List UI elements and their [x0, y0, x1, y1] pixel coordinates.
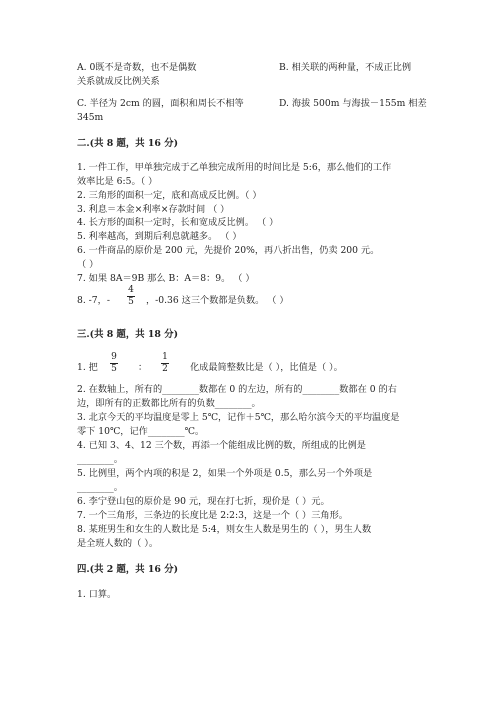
- fraction-numerator: 9: [111, 352, 117, 362]
- s3-question-3-line2: 零下 10℃，记作________℃。: [77, 426, 205, 437]
- s2-question-8-fraction: [126, 285, 136, 308]
- option-a: A. 0既不是奇数，也不是偶数: [77, 62, 197, 73]
- s3-question-8-line2: 是全班人数的（ ）。: [77, 538, 159, 549]
- section-title-2: 二.(共 8 题，共 16 分): [77, 138, 179, 149]
- s3-question-7: 7. 一个三角形，三条边的长度比是 2:2:3，这是一个（ ）三角形。: [77, 510, 348, 521]
- s3-question-2-line2: 边，即所有的正数都比所有的负数________。: [77, 398, 261, 409]
- s3-question-4-line2: ________。: [77, 454, 123, 465]
- s2-question-1-line1: 1. 一件工作，甲单独完成于乙单独完成所用的时间比是 5:6，那么他们的工作: [77, 162, 392, 173]
- fraction-numerator: 4: [128, 285, 134, 295]
- s2-question-8-prefix: 8. -7，-: [77, 295, 110, 306]
- s3-question-5-line2: ________。: [77, 482, 123, 493]
- s2-question-7: 7. 如果 8A＝9B 那么 B：A＝8：9。 （ ）: [77, 273, 255, 284]
- s3-question-5-line1: 5. 比例里，两个内项的积是 2，如果一个外项是 0.5，那么另一个外项是: [77, 468, 373, 479]
- s2-question-3: 3. 利息＝本金×利率×存款时间 （ ）: [77, 204, 230, 215]
- section-title-4: 四.(共 2 题，共 16 分): [77, 564, 179, 575]
- fraction-numerator: 1: [162, 352, 168, 362]
- s3-question-1-fraction-2: [160, 352, 170, 375]
- s3-question-8-line1: 8. 某班男生和女生的人数比是 5:4，则女生人数是男生的（ ），男生人数: [77, 524, 372, 535]
- section-title-3: 三.(共 8 题，共 18 分): [77, 329, 179, 340]
- s3-question-4-line1: 4. 已知 3、4、12 三个数，再添一个能组成比例的数，所组成的比例是: [77, 440, 366, 451]
- s2-question-4: 4. 长方形的面积一定时，长和宽成反比例。 （ ）: [77, 217, 279, 228]
- s3-question-6: 6. 李宁登山包的原价是 90 元，现在打七折，现价是（ ）元。: [77, 496, 330, 507]
- fraction-denominator: 5: [128, 297, 134, 307]
- s3-question-1-suffix: 化成最简整数比是（ ），比值是（ ）。: [190, 362, 343, 373]
- fraction-denominator: 2: [162, 364, 168, 374]
- s3-question-1-fraction-1: [109, 352, 119, 375]
- option-d-line1: D. 海拔 500m 与海拔－155m 相差: [279, 98, 427, 109]
- option-d-line2: 345m: [77, 112, 104, 123]
- s2-question-5: 5. 利率越高，到期后利息就越多。 （ ）: [77, 231, 242, 242]
- s3-question-1-prefix: 1. 把: [77, 362, 98, 373]
- s2-question-2: 2. 三角形的面积一定，底和高成反比例。（ ）: [77, 190, 262, 201]
- s2-question-6-line2: （ ）: [77, 259, 99, 270]
- option-b-line1: B. 相关联的两种量，不成正比例: [279, 62, 412, 73]
- s2-question-1-line2: 效率比是 6:5。（ ）: [77, 176, 158, 187]
- s4-question-1: 1. 口算。: [77, 589, 117, 600]
- s2-question-6-line1: 6. 一件商品的原价是 200 元，先提价 20%，再八折出售，仍卖 200 元。: [77, 245, 380, 256]
- s3-question-3-line1: 3. 北京今天的平均温度是零上 5℃，记作＋5℃，那么哈尔滨今天的平均温度是: [77, 412, 400, 423]
- s2-question-8-suffix: ，-0.36 这三个数都是负数。 （ ）: [146, 295, 289, 306]
- s3-question-1-colon: ：: [138, 362, 148, 373]
- fraction-denominator: 5: [111, 364, 117, 374]
- option-b-line2: 关系就成反比例关系: [77, 76, 160, 87]
- option-c: C. 半径为 2cm 的圆，面积和周长不相等: [77, 98, 244, 109]
- s3-question-2-line1: 2. 在数轴上，所有的________数都在 0 的左边，所有的________数都在 0 的右: [77, 384, 397, 395]
